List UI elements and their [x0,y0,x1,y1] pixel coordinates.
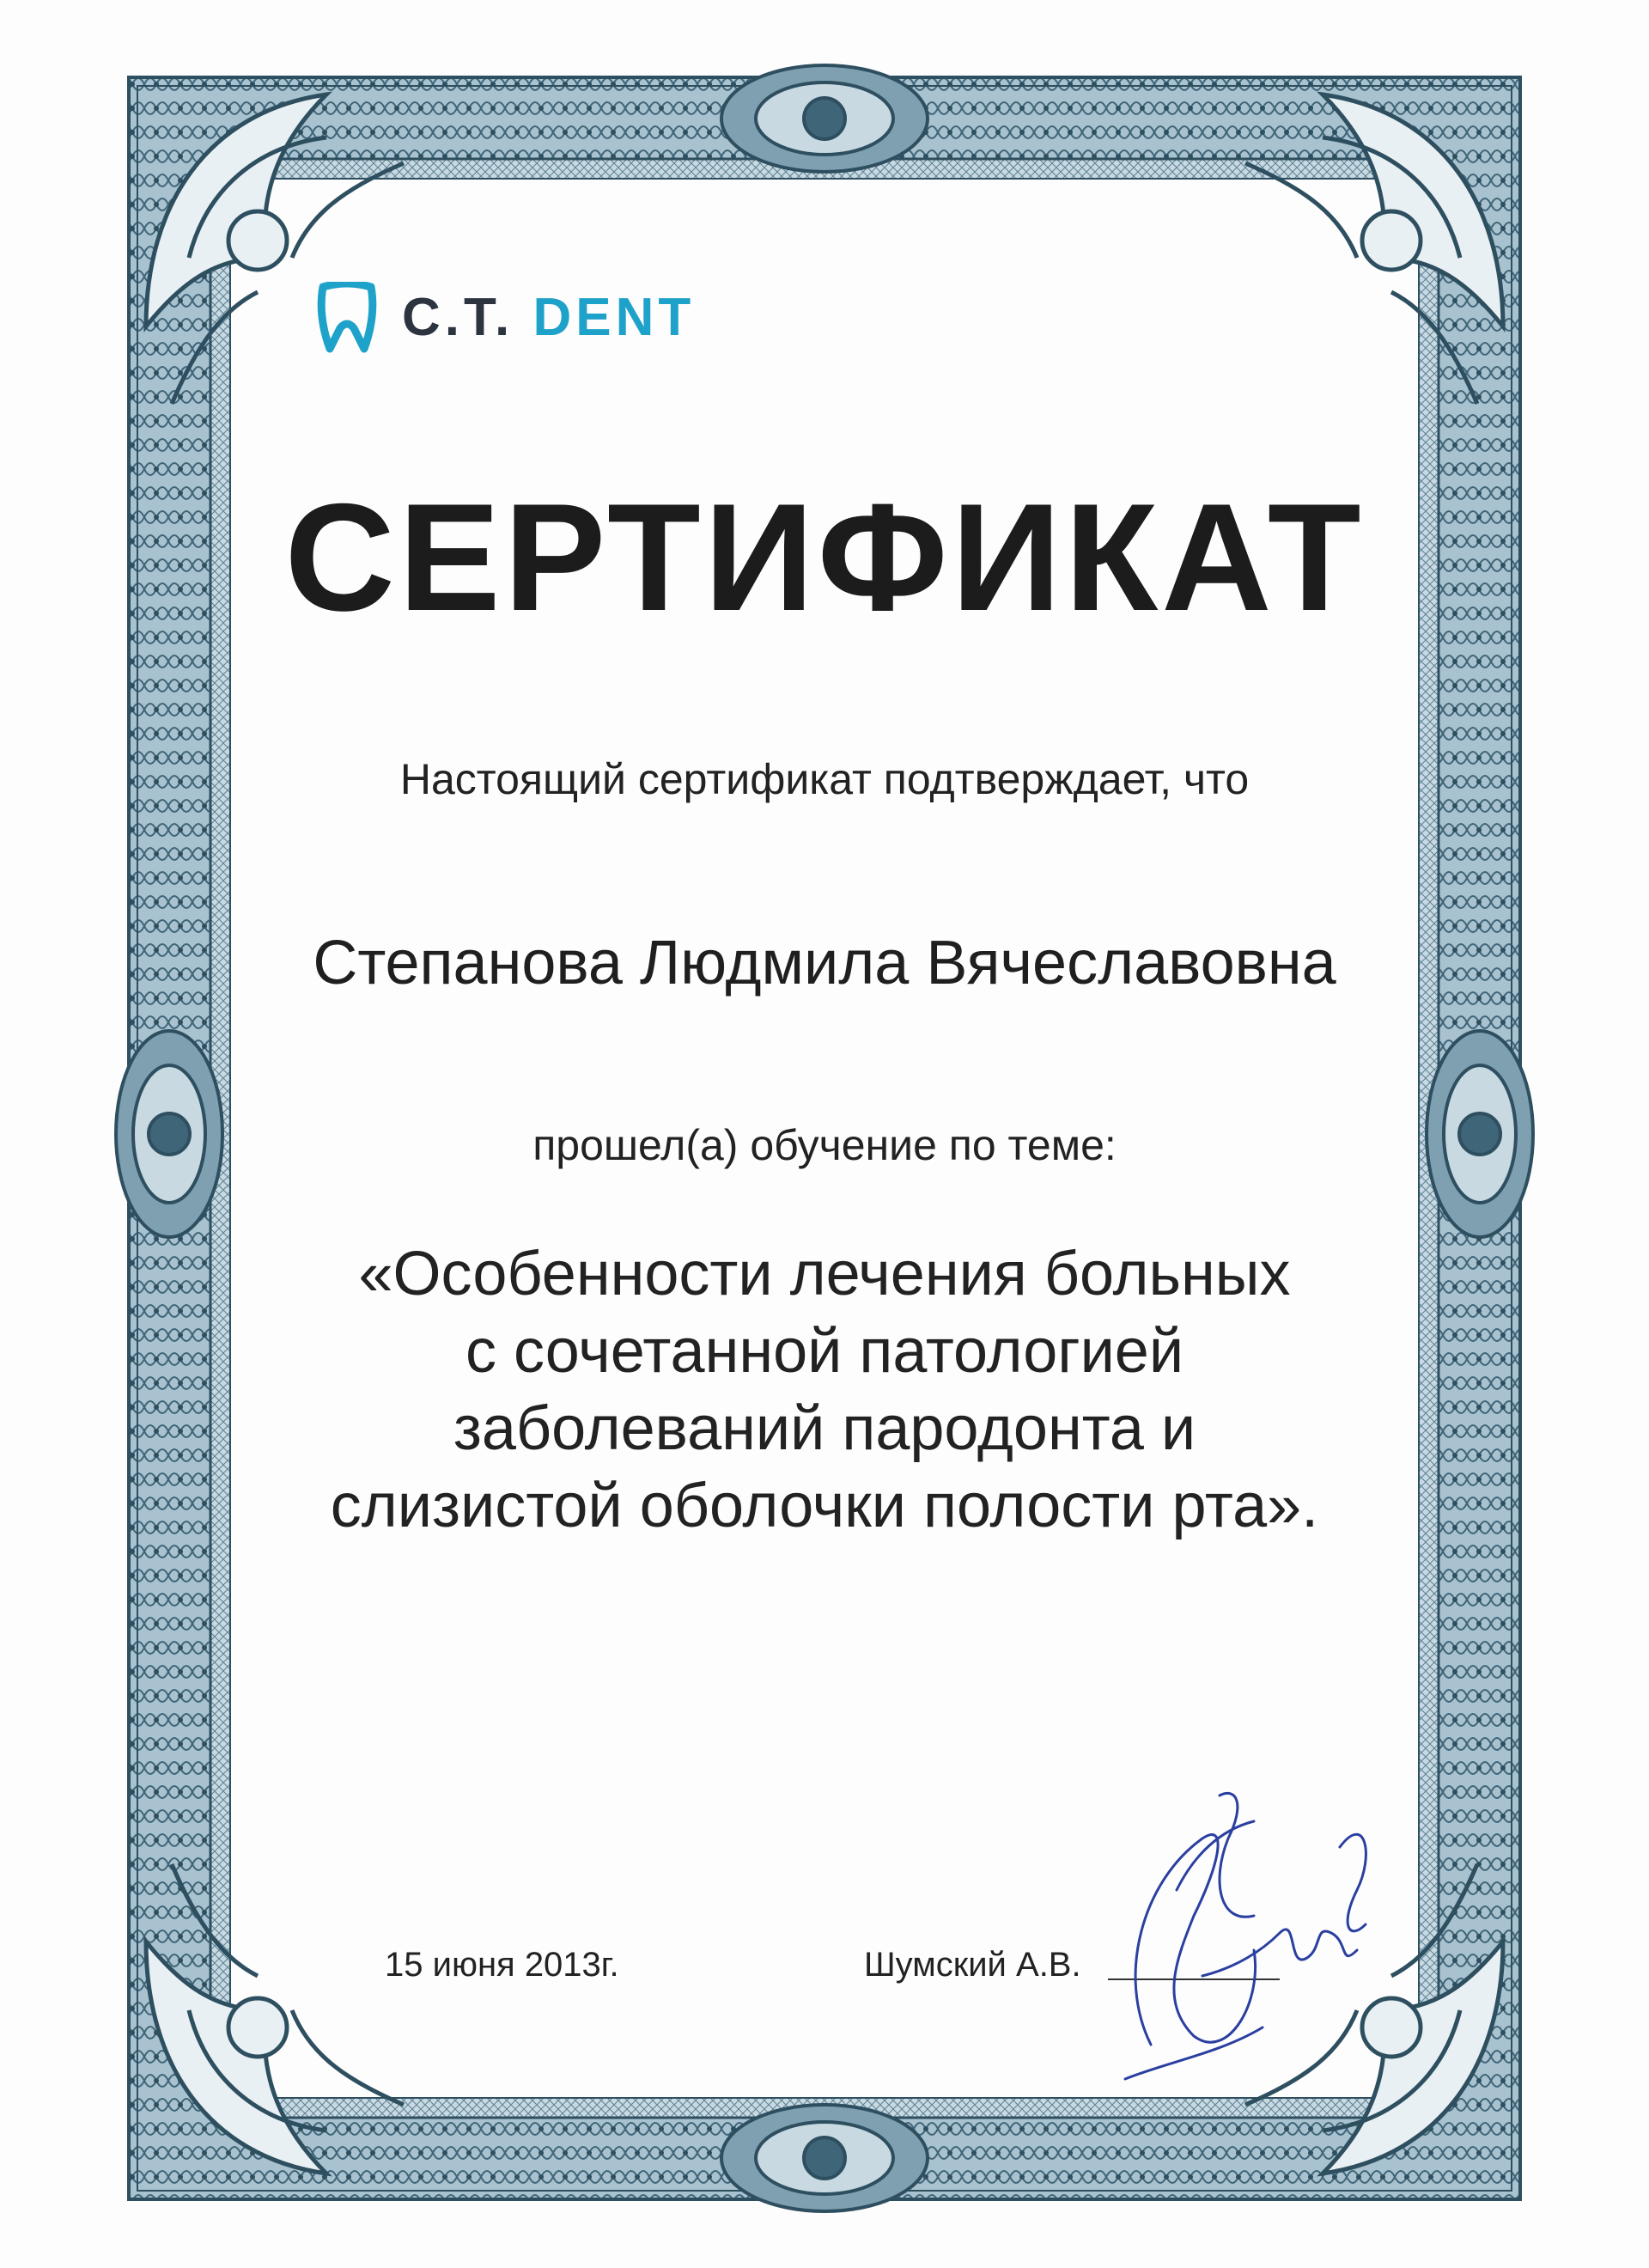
logo-text-dent: DENT [532,288,696,347]
issue-date: 15 июня 2013г. [385,1946,619,1984]
certificate-title: СЕРТИФИКАТ [284,472,1365,643]
topic-line: слизистой оболочки полости рта». [330,1472,1319,1540]
signer-name: Шумский А.В. [864,1946,1081,1984]
intro-text: Настоящий сертификат подтверждает, что [399,755,1250,803]
logo-text-ct: C.T. [402,288,514,347]
course-intro-text: прошел(а) обучение по теме: [532,1121,1117,1169]
recipient-name: Степанова Людмила Вячеславовна [313,929,1336,997]
topic-line: «Особенности лечения больных [358,1240,1291,1308]
topic-line: с сочетанной патологией [465,1317,1184,1386]
topic-line: заболеваний пародонта и [453,1394,1196,1463]
